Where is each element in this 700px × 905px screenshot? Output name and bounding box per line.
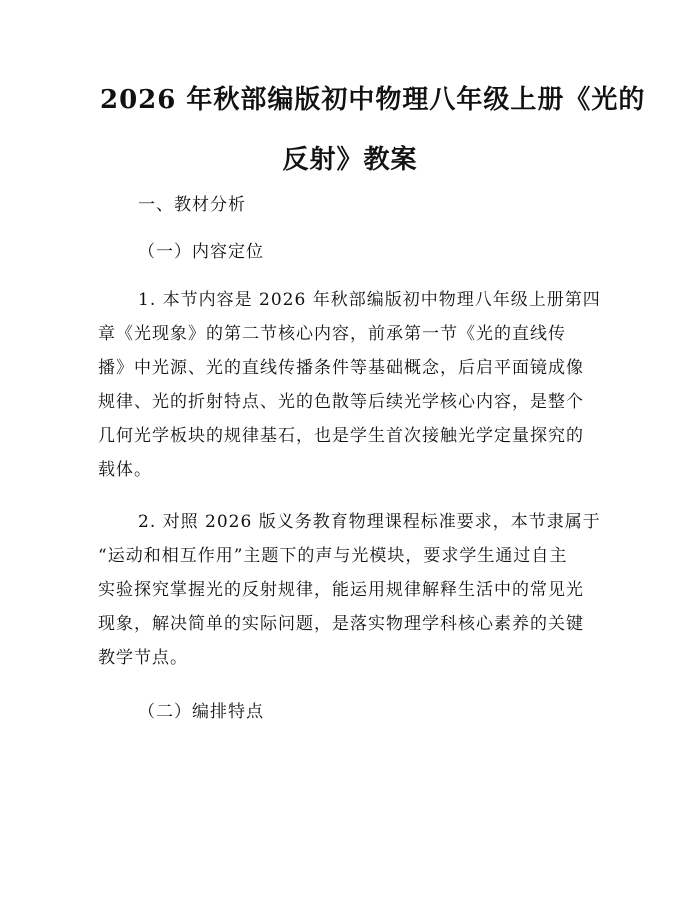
title-line: 反射》教案 [282, 145, 418, 175]
subsection-heading-content-positioning: （一）内容定位 [138, 242, 264, 262]
paragraph-line: 播》中光源、光的直线传播条件等基础概念，后启平面镜成像 [98, 358, 584, 378]
paragraph-line: 章《光现象》的第二节核心内容，前承第一节《光的直线传 [98, 324, 566, 344]
document-title [100, 70, 646, 190]
paragraph-content-positioning-2 [98, 505, 608, 675]
title-line: 2026 年秋部编版初中物理八年级上册《光的 [100, 85, 646, 115]
paragraph-line: 教学节点。 [98, 648, 188, 668]
paragraph-line: 1. 本节内容是 2026 年秋部编版初中物理八年级上册第四 [138, 290, 601, 310]
paragraph-content-positioning-1 [98, 283, 608, 487]
paragraph-line: 规律、光的折射特点、光的色散等后续光学核心内容，是整个 [98, 392, 584, 412]
paragraph-line: 载体。 [98, 460, 152, 480]
paragraph-line: 现象，解决简单的实际问题，是落实物理学科核心素养的关键 [98, 614, 584, 634]
paragraph-line: 实验探究掌握光的反射规律，能运用规律解释生活中的常见光 [98, 580, 584, 600]
paragraph-line: “运动和相互作用”主题下的声与光模块，要求学生通过自主 [98, 546, 568, 566]
paragraph-line: 2. 对照 2026 版义务教育物理课程标准要求，本节隶属于 [138, 512, 601, 532]
section-heading-textbook-analysis: 一、教材分析 [138, 195, 246, 215]
subsection-heading-arrangement-features: （二）编排特点 [138, 702, 264, 722]
paragraph-line: 几何光学板块的规律基石，也是学生首次接触光学定量探究的 [98, 426, 584, 446]
